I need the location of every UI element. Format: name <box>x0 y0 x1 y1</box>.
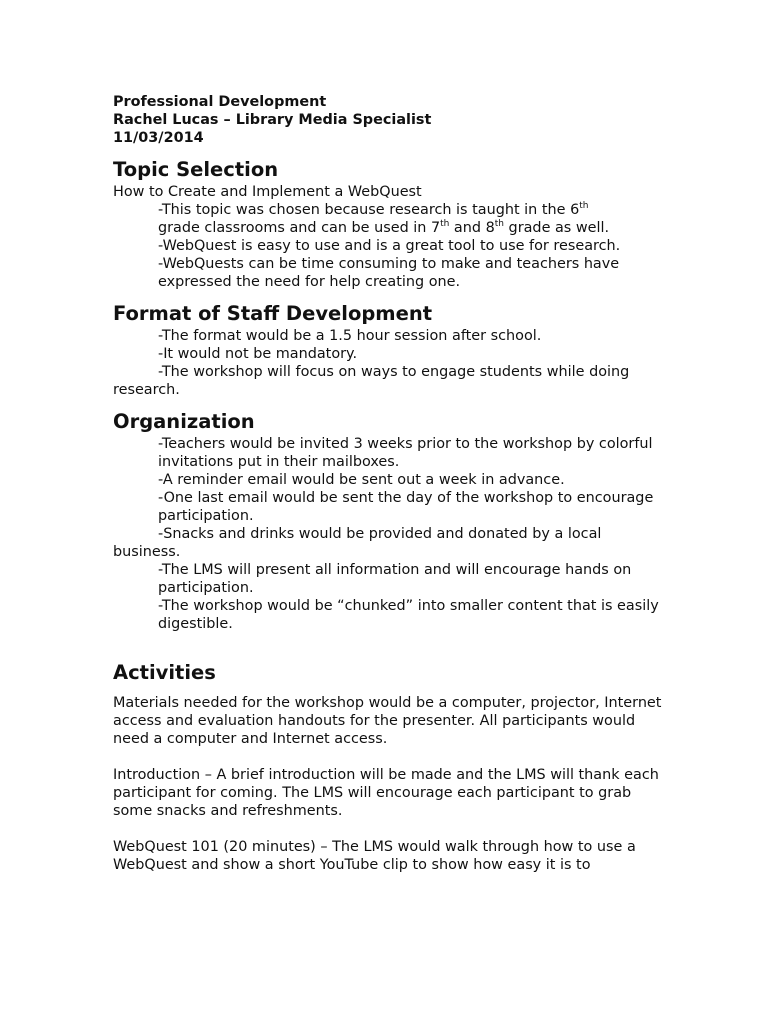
topic-bullet-3: -WebQuests can be time consuming to make and teachers have expressed the need for help creating one. <box>158 256 620 290</box>
format-section <box>113 301 673 399</box>
topic-selection-heading: Topic Selection <box>113 158 279 181</box>
header-author: Rachel Lucas – Library Media Specialist <box>113 112 432 128</box>
header-title: Professional Development <box>113 94 327 110</box>
topic-subtitle: How to Create and Implement a WebQuest <box>113 184 422 200</box>
topic-bullet-1: -This topic was chosen because research is taught in the 6th grade classrooms and can be used in 7th and 8th grade as well. <box>158 201 610 236</box>
organization-heading: Organization <box>113 410 255 433</box>
topic-selection-section <box>113 157 673 291</box>
organization-bullet-2: -A reminder email would be sent out a week in advance. <box>158 472 565 488</box>
header-date: 11/03/2014 <box>113 130 204 146</box>
format-bullet-1: -The format would be a 1.5 hour session after school. <box>158 328 542 344</box>
document-content <box>113 93 673 874</box>
activities-webquest-101: WebQuest 101 (20 minutes) – The LMS would walk through how to use a WebQuest and show a short YouTube clip to show how easy it is to <box>113 839 636 873</box>
organization-section <box>113 409 673 633</box>
topic-bullet-2: -WebQuest is easy to use and is a great tool to use for research. <box>158 238 621 254</box>
topic-bullets <box>113 201 673 291</box>
organization-bullet-1: -Teachers would be invited 3 weeks prior to the workshop by colorful invitations put in their mailboxes. <box>158 436 653 470</box>
activities-section <box>113 660 673 874</box>
activities-heading: Activities <box>113 661 216 684</box>
document-header <box>113 93 673 147</box>
organization-bullet-5: -The LMS will present all information and will encourage hands on participation. <box>158 562 632 596</box>
organization-bullet-6: -The workshop would be “chunked” into smaller content that is easily digestible. <box>158 598 659 632</box>
format-bullet-2: -It would not be mandatory. <box>158 346 358 362</box>
organization-bullet-4: -Snacks and drinks would be provided and donated by a local business. <box>113 526 602 560</box>
activities-materials: Materials needed for the workshop would be a computer, projector, Internet access and evaluation handouts for the presenter. All participants would need a computer and Internet access. <box>113 695 662 747</box>
format-heading: Format of Staff Development <box>113 302 433 325</box>
format-bullet-3: -The workshop will focus on ways to engage students while doing research. <box>113 364 630 398</box>
activities-introduction: Introduction – A brief introduction will be made and the LMS will thank each participant for coming. The LMS will encourage each participant to grab some snacks and refreshments. <box>113 767 659 819</box>
organization-bullet-3: -One last email would be sent the day of the workshop to encourage participation. <box>158 490 654 524</box>
